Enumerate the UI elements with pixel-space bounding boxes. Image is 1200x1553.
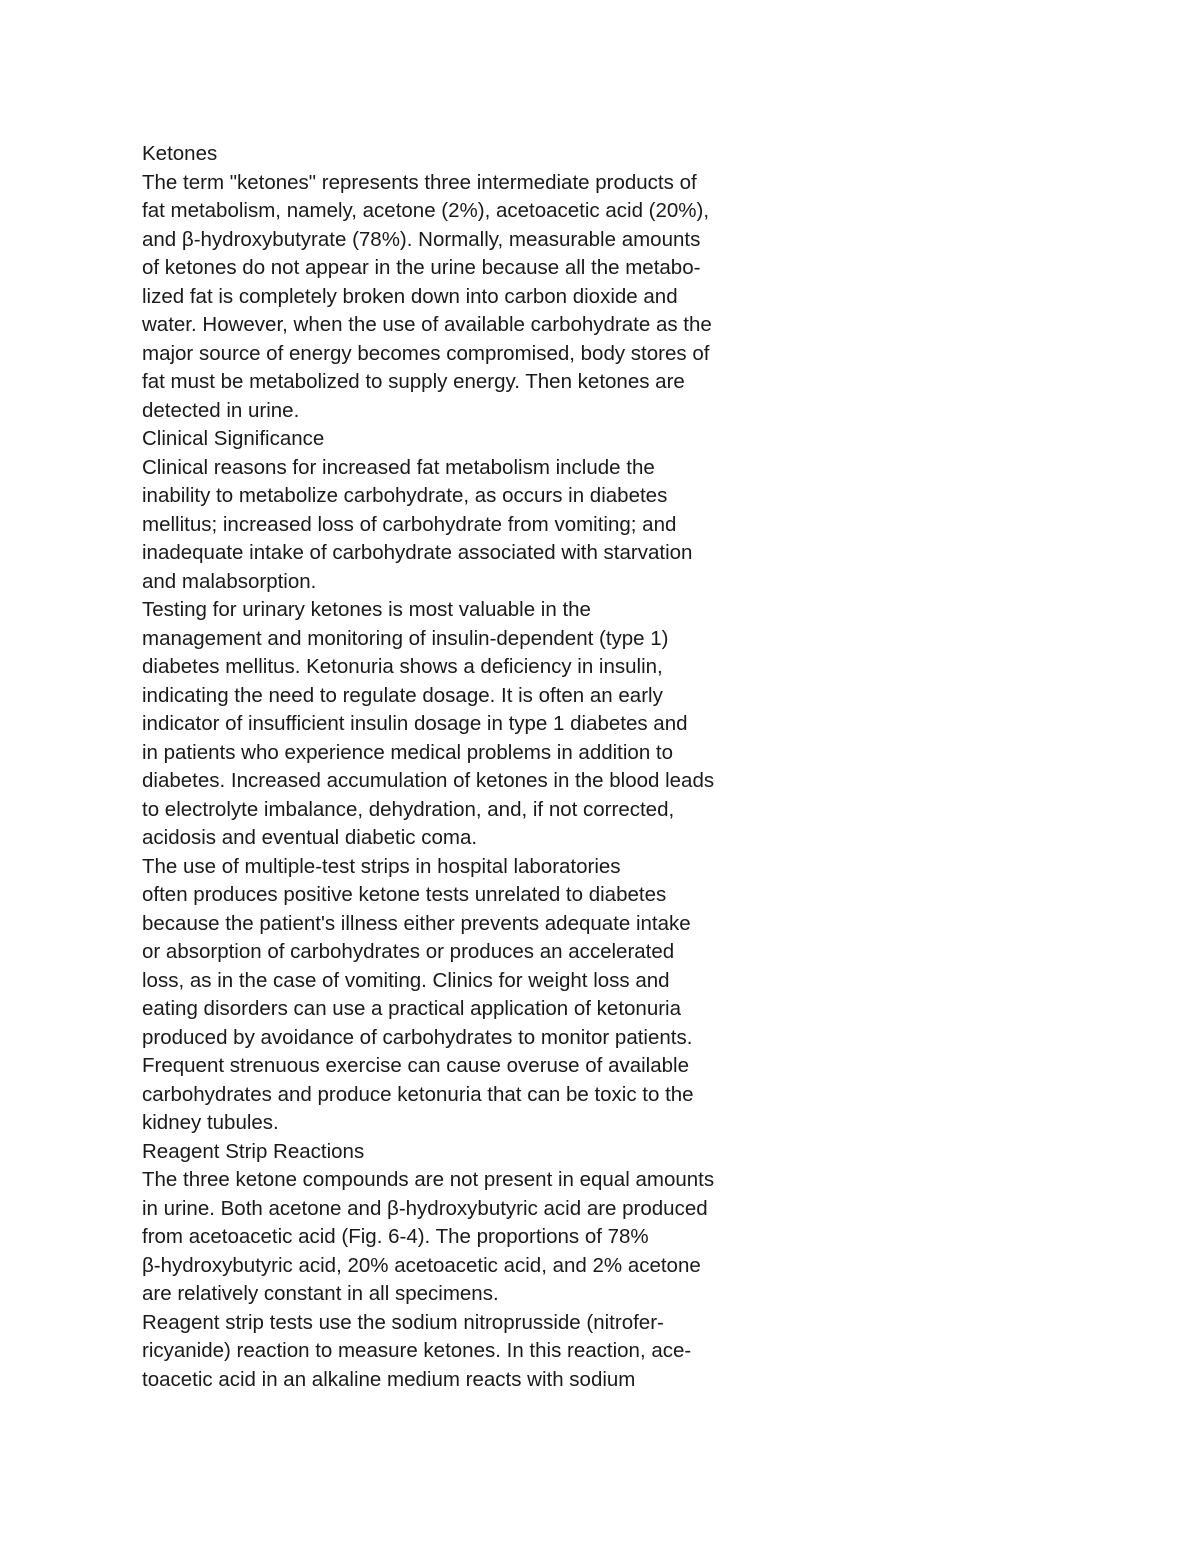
text-line: diabetes. Increased accumulation of ketones in the blood leads [142, 769, 715, 792]
text-line: in patients who experience medical problems in addition to [142, 740, 674, 764]
text-line: The use of multiple-test strips in hospital laboratories [142, 854, 621, 878]
text-line: and β-hydroxybutyrate (78%). Normally, measurable amounts [142, 227, 701, 251]
text-line: management and monitoring of insulin-dependent (type 1) [142, 626, 669, 650]
text-line: fat must be metabolized to supply energy. Then ketones are [142, 370, 685, 393]
text-line: eating disorders can use a practical application of ketonuria [142, 997, 682, 1020]
text-line: and malabsorption. [142, 569, 317, 593]
text-line: to electrolyte imbalance, dehydration, and, if not corrected, [142, 797, 675, 821]
text-line: toacetic acid in an alkaline medium reacts with sodium [142, 1367, 636, 1391]
text-line: water. However, when the use of available carbohydrate as the [142, 313, 712, 336]
text-line: major source of energy becomes compromised, body stores of [142, 341, 710, 365]
text-line: mellitus; increased loss of carbohydrate from vomiting; and [142, 512, 677, 536]
document-body [142, 140, 782, 1394]
text-line: acidosis and eventual diabetic coma. [142, 826, 478, 849]
text-line: detected in urine. [142, 398, 300, 422]
text-line: The term "ketones" represents three intermediate products of [142, 170, 697, 194]
text-line: from acetoacetic acid (Fig. 6-4). The proportions of 78% [142, 1225, 649, 1248]
text-line: kidney tubules. [142, 1111, 279, 1134]
text-line: often produces positive ketone tests unrelated to diabetes [142, 883, 667, 906]
section-heading-ketones: Ketones [142, 142, 218, 165]
text-line: indicating the need to regulate dosage. It is often an early [142, 683, 663, 707]
text-line: because the patient's illness either prevents adequate intake [142, 911, 691, 935]
text-line: fat metabolism, namely, acetone (2%), acetoacetic acid (20%), [142, 199, 710, 222]
text-line: inability to metabolize carbohydrate, as occurs in diabetes [142, 484, 668, 507]
text-line: indicator of insufficient insulin dosage in type 1 diabetes and [142, 712, 688, 735]
text-line: diabetes mellitus. Ketonuria shows a deficiency in insulin, [142, 655, 663, 678]
text-line: inadequate intake of carbohydrate associated with starvation [142, 541, 693, 564]
text-line: or absorption of carbohydrates or produces an accelerated [142, 940, 675, 963]
text-line: loss, as in the case of vomiting. Clinics for weight loss and [142, 968, 670, 992]
text-line: The three ketone compounds are not present in equal amounts [142, 1168, 715, 1191]
section-heading-reagent-strip-reactions: Reagent Strip Reactions [142, 1139, 365, 1163]
text-line: produced by avoidance of carbohydrates to monitor patients. [142, 1025, 693, 1049]
text-line: Reagent strip tests use the sodium nitroprusside (nitrofer- [142, 1310, 664, 1334]
text-line: carbohydrates and produce ketonuria that can be toxic to the [142, 1082, 694, 1106]
text-line: lized fat is completely broken down into carbon dioxide and [142, 284, 678, 308]
text-line: ricyanide) reaction to measure ketones. In this reaction, ace- [142, 1339, 692, 1362]
text-line: Frequent strenuous exercise can cause overuse of available [142, 1054, 689, 1077]
text-line: Clinical reasons for increased fat metabolism include the [142, 455, 655, 479]
text-line: Testing for urinary ketones is most valuable in the [142, 598, 591, 621]
text-line: in urine. Both acetone and β-hydroxybutyric acid are produced [142, 1196, 708, 1220]
text-line: β-hydroxybutyric acid, 20% acetoacetic acid, and 2% acetone [142, 1253, 701, 1277]
section-heading-clinical-significance: Clinical Significance [142, 427, 325, 450]
text-line: of ketones do not appear in the urine because all the metabo- [142, 256, 701, 279]
text-line: are relatively constant in all specimens. [142, 1282, 499, 1305]
